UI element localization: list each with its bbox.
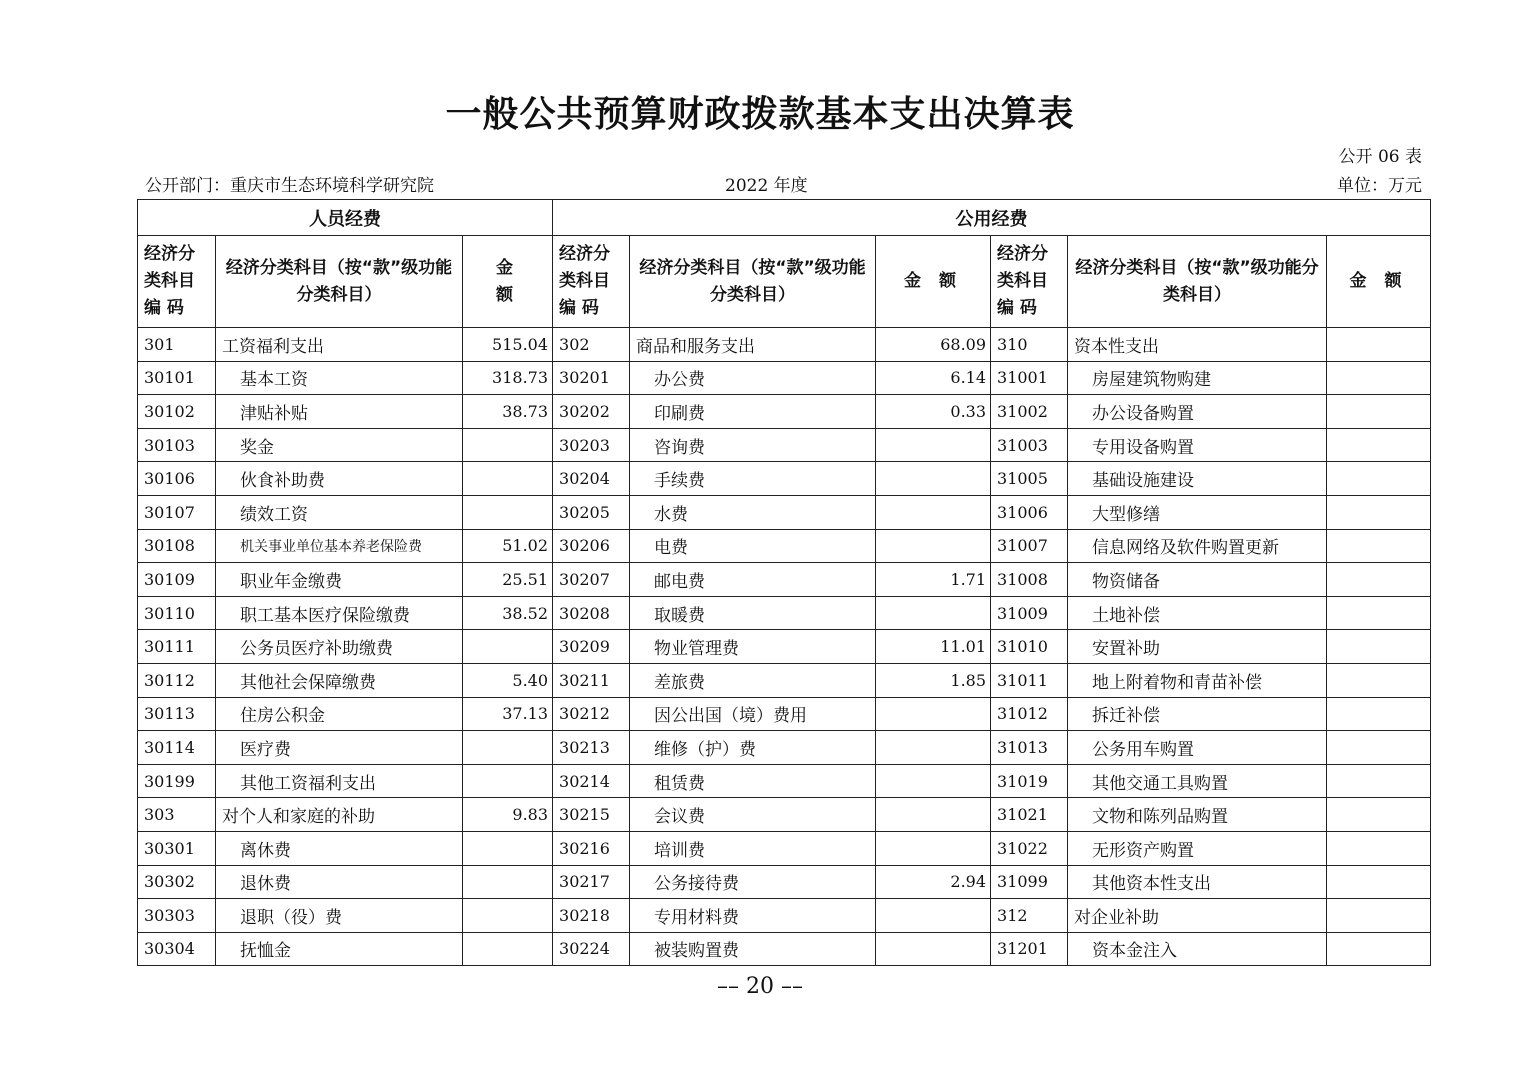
code-cell: 30102 bbox=[138, 395, 216, 429]
item-name-cell: 伙食补助费 bbox=[216, 462, 463, 496]
item-name-cell: 维修（护）费 bbox=[630, 731, 876, 765]
item-name-cell: 对企业补助 bbox=[1068, 899, 1327, 933]
code-cell: 31022 bbox=[991, 831, 1068, 865]
amount-cell bbox=[463, 630, 553, 664]
item-name-cell: 商品和服务支出 bbox=[630, 328, 876, 362]
code-cell: 31005 bbox=[991, 462, 1068, 496]
code-cell: 30301 bbox=[138, 831, 216, 865]
meta-row bbox=[145, 171, 1422, 195]
header-amount: 金额 bbox=[463, 236, 553, 328]
header-name: 经济分类科目（按“款”级功能分类科目） bbox=[1068, 236, 1327, 328]
code-cell: 30108 bbox=[138, 529, 216, 563]
code-cell: 30224 bbox=[553, 932, 630, 966]
item-name-cell: 资本性支出 bbox=[1068, 328, 1327, 362]
code-cell: 30218 bbox=[553, 899, 630, 933]
item-name-cell: 住房公积金 bbox=[216, 697, 463, 731]
table-row bbox=[138, 395, 1431, 429]
item-name-cell: 印刷费 bbox=[630, 395, 876, 429]
amount-cell: 2.94 bbox=[876, 865, 991, 899]
table-row bbox=[138, 697, 1431, 731]
item-name-cell: 地上附着物和青苗补偿 bbox=[1068, 663, 1327, 697]
amount-cell: 38.73 bbox=[463, 395, 553, 429]
table-row bbox=[138, 428, 1431, 462]
item-name-cell: 公务员医疗补助缴费 bbox=[216, 630, 463, 664]
code-cell: 31010 bbox=[991, 630, 1068, 664]
header-code: 经济分类科目编 码 bbox=[991, 236, 1068, 328]
amount-cell bbox=[876, 697, 991, 731]
year-label: 2022 年度 bbox=[725, 176, 808, 196]
item-name-cell: 职工基本医疗保险缴费 bbox=[216, 596, 463, 630]
item-name-cell: 物资储备 bbox=[1068, 563, 1327, 597]
table-row bbox=[138, 328, 1431, 362]
code-cell: 30111 bbox=[138, 630, 216, 664]
table-row bbox=[138, 462, 1431, 496]
header-amount: 金额 bbox=[876, 236, 991, 328]
code-cell: 31007 bbox=[991, 529, 1068, 563]
code-cell: 31006 bbox=[991, 495, 1068, 529]
code-cell: 30215 bbox=[553, 798, 630, 832]
amount-cell bbox=[1327, 462, 1431, 496]
item-name-cell: 咨询费 bbox=[630, 428, 876, 462]
code-cell: 30113 bbox=[138, 697, 216, 731]
item-name-cell: 资本金注入 bbox=[1068, 932, 1327, 966]
amount-cell bbox=[876, 899, 991, 933]
code-cell: 30109 bbox=[138, 563, 216, 597]
amount-cell: 68.09 bbox=[876, 328, 991, 362]
item-name-cell: 津贴补贴 bbox=[216, 395, 463, 429]
amount-cell bbox=[876, 764, 991, 798]
amount-cell bbox=[463, 831, 553, 865]
item-name-cell: 因公出国（境）费用 bbox=[630, 697, 876, 731]
code-cell: 30217 bbox=[553, 865, 630, 899]
amount-cell: 5.40 bbox=[463, 663, 553, 697]
amount-cell bbox=[876, 495, 991, 529]
code-cell: 30209 bbox=[553, 630, 630, 664]
code-cell: 30204 bbox=[553, 462, 630, 496]
code-cell: 31019 bbox=[991, 764, 1068, 798]
item-name-cell: 其他社会保障缴费 bbox=[216, 663, 463, 697]
amount-cell bbox=[1327, 932, 1431, 966]
item-name-cell: 公务用车购置 bbox=[1068, 731, 1327, 765]
amount-cell bbox=[1327, 831, 1431, 865]
header-code: 经济分类科目编 码 bbox=[138, 236, 216, 328]
code-cell: 30201 bbox=[553, 361, 630, 395]
code-cell: 30207 bbox=[553, 563, 630, 597]
page-number: –– 20 –– bbox=[717, 974, 803, 999]
item-name-cell: 绩效工资 bbox=[216, 495, 463, 529]
amount-cell bbox=[463, 764, 553, 798]
code-cell: 30205 bbox=[553, 495, 630, 529]
amount-cell bbox=[1327, 764, 1431, 798]
table-row bbox=[138, 831, 1431, 865]
item-name-cell: 房屋建筑物购建 bbox=[1068, 361, 1327, 395]
table-row bbox=[138, 529, 1431, 563]
item-name-cell: 其他交通工具购置 bbox=[1068, 764, 1327, 798]
unit-label: 单位：万元 bbox=[1337, 176, 1422, 196]
amount-cell: 25.51 bbox=[463, 563, 553, 597]
amount-cell bbox=[463, 495, 553, 529]
item-name-cell: 培训费 bbox=[630, 831, 876, 865]
amount-cell: 37.13 bbox=[463, 697, 553, 731]
item-name-cell: 拆迁补偿 bbox=[1068, 697, 1327, 731]
item-name-cell: 办公费 bbox=[630, 361, 876, 395]
header-amount: 金额 bbox=[1327, 236, 1431, 328]
amount-cell bbox=[876, 731, 991, 765]
item-name-cell: 对个人和家庭的补助 bbox=[216, 798, 463, 832]
page-title: 一般公共预算财政拨款基本支出决算表 bbox=[445, 94, 1075, 135]
amount-cell bbox=[1327, 395, 1431, 429]
amount-cell bbox=[1327, 529, 1431, 563]
table-row bbox=[138, 899, 1431, 933]
code-cell: 30208 bbox=[553, 596, 630, 630]
item-name-cell: 无形资产购置 bbox=[1068, 831, 1327, 865]
amount-cell bbox=[463, 462, 553, 496]
table-row bbox=[138, 932, 1431, 966]
amount-cell bbox=[1327, 630, 1431, 664]
amount-cell bbox=[463, 428, 553, 462]
item-name-cell: 工资福利支出 bbox=[216, 328, 463, 362]
item-name-cell: 公务接待费 bbox=[630, 865, 876, 899]
amount-cell bbox=[1327, 428, 1431, 462]
code-cell: 31012 bbox=[991, 697, 1068, 731]
code-cell: 30107 bbox=[138, 495, 216, 529]
item-name-cell: 取暖费 bbox=[630, 596, 876, 630]
code-cell: 30213 bbox=[553, 731, 630, 765]
item-name-cell: 手续费 bbox=[630, 462, 876, 496]
amount-cell: 38.52 bbox=[463, 596, 553, 630]
code-cell: 30211 bbox=[553, 663, 630, 697]
item-name-cell: 基本工资 bbox=[216, 361, 463, 395]
code-cell: 31001 bbox=[991, 361, 1068, 395]
amount-cell bbox=[876, 798, 991, 832]
item-name-cell: 其他工资福利支出 bbox=[216, 764, 463, 798]
code-cell: 30199 bbox=[138, 764, 216, 798]
code-cell: 312 bbox=[991, 899, 1068, 933]
item-name-cell: 物业管理费 bbox=[630, 630, 876, 664]
amount-cell bbox=[1327, 596, 1431, 630]
code-cell: 31099 bbox=[991, 865, 1068, 899]
item-name-cell: 安置补助 bbox=[1068, 630, 1327, 664]
item-name-cell: 会议费 bbox=[630, 798, 876, 832]
table-row bbox=[138, 731, 1431, 765]
item-name-cell: 差旅费 bbox=[630, 663, 876, 697]
table-row bbox=[138, 596, 1431, 630]
department-label: 公开部门：重庆市生态环境科学研究院 bbox=[145, 176, 434, 196]
item-name-cell: 邮电费 bbox=[630, 563, 876, 597]
amount-cell bbox=[876, 462, 991, 496]
amount-cell bbox=[1327, 495, 1431, 529]
amount-cell: 318.73 bbox=[463, 361, 553, 395]
code-cell: 30216 bbox=[553, 831, 630, 865]
code-cell: 30106 bbox=[138, 462, 216, 496]
expenditure-table bbox=[137, 199, 1431, 966]
amount-cell bbox=[1327, 798, 1431, 832]
amount-cell: 6.14 bbox=[876, 361, 991, 395]
item-name-cell: 奖金 bbox=[216, 428, 463, 462]
amount-cell bbox=[876, 831, 991, 865]
item-name-cell: 退职（役）费 bbox=[216, 899, 463, 933]
item-name-cell: 离休费 bbox=[216, 831, 463, 865]
item-name-cell: 电费 bbox=[630, 529, 876, 563]
code-cell: 31009 bbox=[991, 596, 1068, 630]
item-name-cell: 退休费 bbox=[216, 865, 463, 899]
item-name-cell: 其他资本性支出 bbox=[1068, 865, 1327, 899]
code-cell: 30206 bbox=[553, 529, 630, 563]
item-name-cell: 租赁费 bbox=[630, 764, 876, 798]
amount-cell: 51.02 bbox=[463, 529, 553, 563]
item-name-cell: 文物和陈列品购置 bbox=[1068, 798, 1327, 832]
table-row bbox=[138, 663, 1431, 697]
amount-cell bbox=[876, 529, 991, 563]
amount-cell bbox=[1327, 865, 1431, 899]
code-cell: 30214 bbox=[553, 764, 630, 798]
table-row bbox=[138, 563, 1431, 597]
table-row bbox=[138, 865, 1431, 899]
code-cell: 30202 bbox=[553, 395, 630, 429]
item-name-cell: 专用材料费 bbox=[630, 899, 876, 933]
amount-cell: 1.71 bbox=[876, 563, 991, 597]
amount-cell bbox=[1327, 563, 1431, 597]
code-cell: 30103 bbox=[138, 428, 216, 462]
amount-cell bbox=[876, 932, 991, 966]
item-name-cell: 大型修缮 bbox=[1068, 495, 1327, 529]
item-name-cell: 基础设施建设 bbox=[1068, 462, 1327, 496]
amount-cell bbox=[1327, 731, 1431, 765]
code-cell: 310 bbox=[991, 328, 1068, 362]
code-cell: 31002 bbox=[991, 395, 1068, 429]
amount-cell bbox=[1327, 328, 1431, 362]
table-row bbox=[138, 361, 1431, 395]
table-row bbox=[138, 764, 1431, 798]
group-personnel: 人员经费 bbox=[138, 200, 553, 236]
amount-cell: 9.83 bbox=[463, 798, 553, 832]
table-body bbox=[138, 328, 1431, 966]
code-cell: 30110 bbox=[138, 596, 216, 630]
code-cell: 31011 bbox=[991, 663, 1068, 697]
item-name-cell: 抚恤金 bbox=[216, 932, 463, 966]
item-name-cell: 办公设备购置 bbox=[1068, 395, 1327, 429]
amount-cell bbox=[463, 932, 553, 966]
header-code: 经济分类科目编 码 bbox=[553, 236, 630, 328]
item-name-cell: 土地补偿 bbox=[1068, 596, 1327, 630]
code-cell: 31013 bbox=[991, 731, 1068, 765]
code-cell: 30101 bbox=[138, 361, 216, 395]
table-row bbox=[138, 630, 1431, 664]
amount-cell bbox=[1327, 697, 1431, 731]
code-cell: 30304 bbox=[138, 932, 216, 966]
code-cell: 30212 bbox=[553, 697, 630, 731]
header-name: 经济分类科目（按“款”级功能分类科目） bbox=[630, 236, 876, 328]
amount-cell: 515.04 bbox=[463, 328, 553, 362]
item-name-cell: 职业年金缴费 bbox=[216, 563, 463, 597]
code-cell: 31201 bbox=[991, 932, 1068, 966]
amount-cell bbox=[876, 596, 991, 630]
code-cell: 30303 bbox=[138, 899, 216, 933]
code-cell: 302 bbox=[553, 328, 630, 362]
item-name-cell: 信息网络及软件购置更新 bbox=[1068, 529, 1327, 563]
code-cell: 31008 bbox=[991, 563, 1068, 597]
amount-cell bbox=[1327, 361, 1431, 395]
code-cell: 303 bbox=[138, 798, 216, 832]
amount-cell bbox=[876, 428, 991, 462]
item-name-cell: 医疗费 bbox=[216, 731, 463, 765]
group-public: 公用经费 bbox=[553, 200, 1431, 236]
header-name: 经济分类科目（按“款”级功能分类科目） bbox=[216, 236, 463, 328]
form-number: 公开 06 表 bbox=[1338, 147, 1422, 167]
amount-cell: 11.01 bbox=[876, 630, 991, 664]
code-cell: 30203 bbox=[553, 428, 630, 462]
amount-cell bbox=[463, 899, 553, 933]
code-cell: 31003 bbox=[991, 428, 1068, 462]
item-name-cell: 机关事业单位基本养老保险费 bbox=[216, 529, 463, 563]
amount-cell bbox=[1327, 899, 1431, 933]
table-row bbox=[138, 495, 1431, 529]
code-cell: 30114 bbox=[138, 731, 216, 765]
amount-cell: 1.85 bbox=[876, 663, 991, 697]
amount-cell: 0.33 bbox=[876, 395, 991, 429]
code-cell: 30302 bbox=[138, 865, 216, 899]
table-row bbox=[138, 798, 1431, 832]
amount-cell bbox=[463, 865, 553, 899]
code-cell: 301 bbox=[138, 328, 216, 362]
code-cell: 31021 bbox=[991, 798, 1068, 832]
amount-cell bbox=[1327, 663, 1431, 697]
amount-cell bbox=[463, 731, 553, 765]
code-cell: 30112 bbox=[138, 663, 216, 697]
item-name-cell: 被装购置费 bbox=[630, 932, 876, 966]
item-name-cell: 水费 bbox=[630, 495, 876, 529]
item-name-cell: 专用设备购置 bbox=[1068, 428, 1327, 462]
